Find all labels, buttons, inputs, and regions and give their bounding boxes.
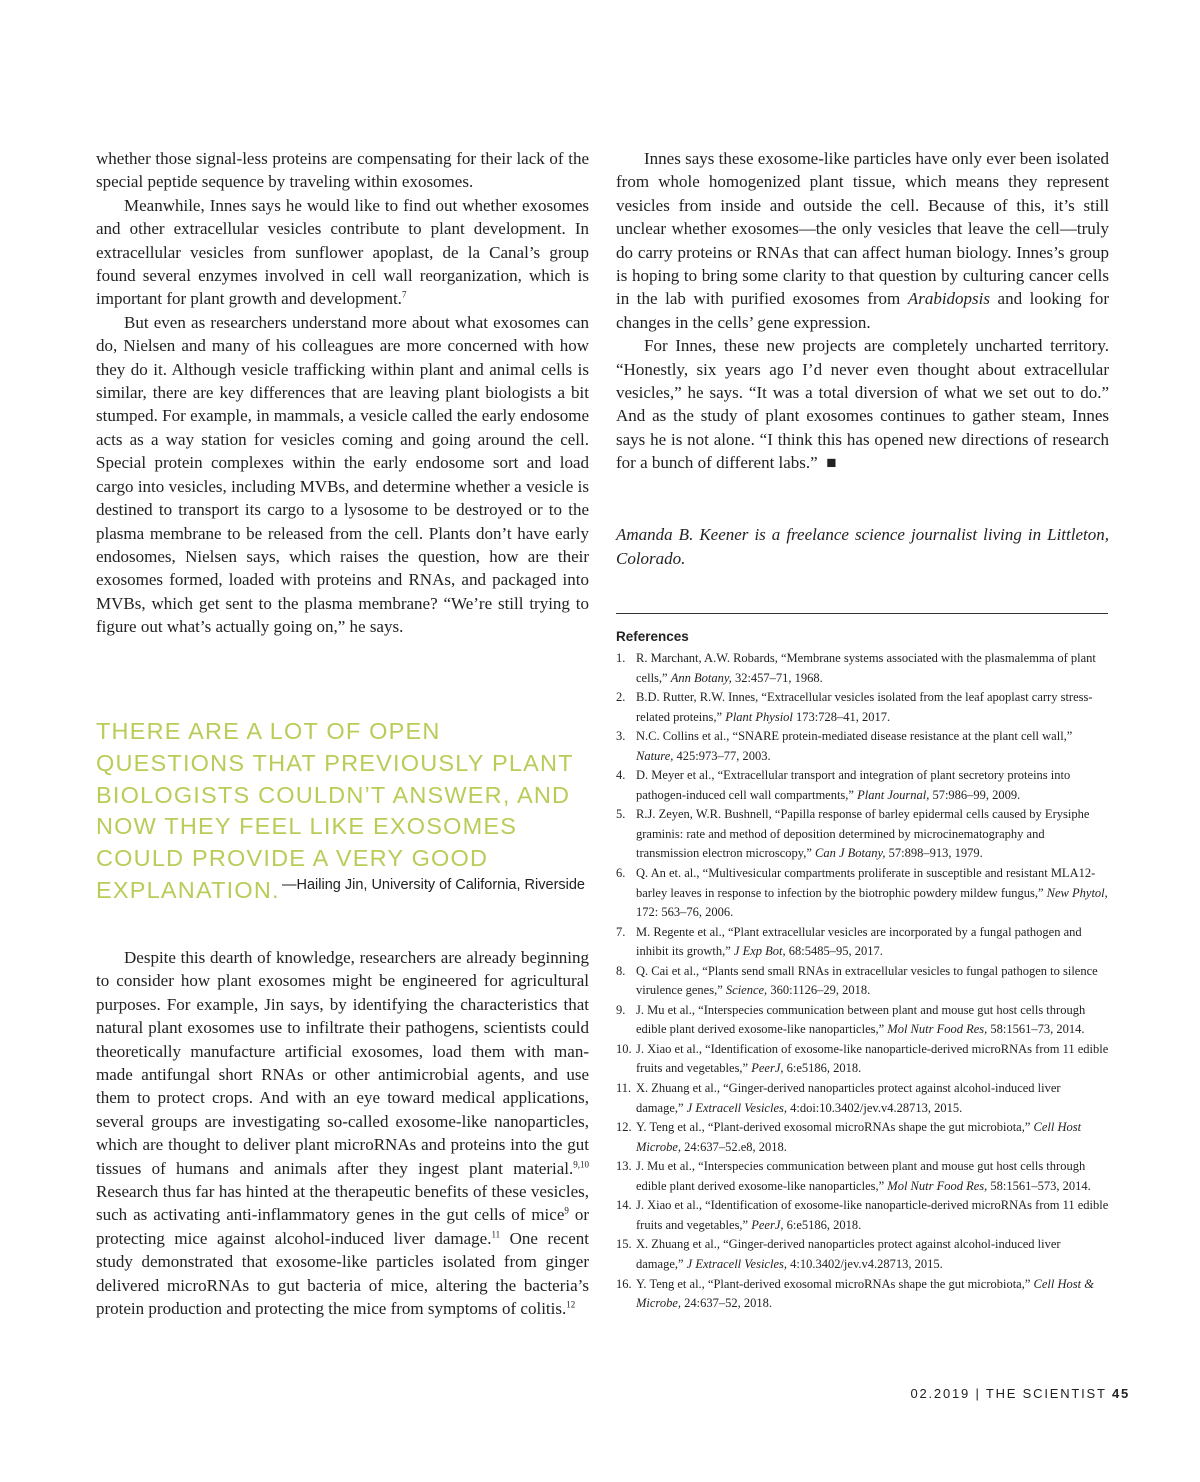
citation-superscript: 9,10	[573, 1159, 589, 1169]
paragraph-text: Innes says these exosome-like particles have only ever been isolated from whole homogenized plant tissue, which means they represent vesicles from inside and outside the cell. Because of this, it’s still unclear whether exosomes—the only vesicles that leave the cell—truly do carry proteins or RNAs that can affect human biology. Innes’s group is hoping to bring some clarity to that question by culturing cancer cells in the lab with purified exosomes from	[616, 149, 1109, 309]
page-number: 45	[1111, 1386, 1130, 1401]
reference-journal: New Phytol,	[1046, 885, 1108, 900]
reference-item	[616, 727, 1109, 766]
reference-text: Y. Teng et al., “Plant-derived exosomal microRNAs shape the gut microbiota,”	[636, 1120, 1031, 1135]
reference-item	[616, 688, 1109, 727]
reference-journal: J Extracell Vesicles,	[686, 1100, 787, 1115]
left-column-top	[96, 147, 589, 639]
reference-text: B.D. Rutter, R.W. Innes, “Extracellular vesicles isolated from the leaf apoplast carry stress-related proteins,”	[636, 690, 1093, 724]
right-column	[616, 147, 1109, 475]
reference-tail: 24:637–52.e8, 2018.	[684, 1139, 787, 1154]
paragraph	[616, 147, 1109, 334]
paragraph-text: Meanwhile, Innes says he would like to find out whether exosomes and other extracellular vesicles contribute to plant development. In extracellular vesicles from sunflower apoplast, de la Canal’s group found several enzymes involved in cell wall reorganization, which is important for plant growth and development.	[96, 195, 589, 309]
reference-text: M. Regente et al., “Plant extracellular vesicles are incorporated by a fungal pathogen and inhibit its growth,”	[636, 924, 1082, 959]
reference-item	[616, 1196, 1109, 1235]
reference-text: R. Marchant, A.W. Robards, “Membrane systems associated with the plasmalemma of plant cells,”	[636, 651, 1096, 685]
reference-text: J. Xiao et al., “Identification of exosome-like nanoparticle-derived microRNAs from 11 edible fruits and vegetables,”	[636, 1198, 1109, 1232]
reference-journal: Mol Nutr Food Res,	[887, 1178, 988, 1193]
reference-number: 8.	[616, 963, 626, 978]
reference-journal: Ann Botany,	[670, 670, 732, 685]
end-mark-icon: ■	[826, 453, 837, 473]
paragraph	[96, 194, 589, 311]
reference-journal: Nature,	[636, 748, 674, 763]
left-column-bottom	[96, 946, 589, 1321]
references-title: References	[616, 629, 689, 644]
paragraph: But even as researchers understand more about what exosomes can do, Nielsen and many of his colleagues are more concerned with how they do it. Although vesicle trafficking within plant and animal cells is similar, there are key differences that are leaving plant biologists a bit stumped. For example, in mammals, a vesicle called the early endosome acts as a way station for vesicles coming and going around the cell. Special protein complexes within the early endosome sort and load cargo into vesicles, including MVBs, and determine whether a vesicle is destined to transport its cargo to a lysosome to be destroyed or to the plasma membrane to be released from the cell. Plants don’t have early endosomes, Nielsen says, which raises the question, how are their exosomes formed, loaded with proteins and RNAs, and packaged into MVBs, which get sent to the plasma membrane? “We’re still trying to figure out what’s actually going on,” he says.	[96, 312, 589, 637]
reference-tail: 57:986–99, 2009.	[932, 787, 1021, 802]
reference-tail: 68:5485–95, 2017.	[788, 944, 883, 959]
reference-item	[616, 1275, 1109, 1314]
reference-text: Y. Teng et al., “Plant-derived exosomal microRNAs shape the gut microbiota,”	[636, 1276, 1031, 1291]
reference-journal: J Exp Bot,	[733, 944, 786, 959]
reference-text: Q. Cai et al., “Plants send small RNAs in extracellular vesicles to fungal pathogen to silence virulence genes,”	[636, 963, 1098, 998]
paragraph	[96, 946, 589, 1321]
species-name: Arabidopsis	[907, 289, 990, 309]
pull-quote-attribution: —Hailing Jin, University of California, Riverside	[282, 877, 585, 893]
reference-number: 13.	[616, 1159, 632, 1174]
reference-tail: 4:10.3402/jev.v4.28713, 2015.	[790, 1256, 943, 1271]
reference-text: X. Zhuang et al., “Ginger-derived nanoparticles protect against alcohol-induced liver damage,”	[636, 1081, 1061, 1115]
reference-tail: 425:973–77, 2003.	[676, 748, 771, 763]
reference-journal: Cell Host & Microbe,	[636, 1276, 1094, 1311]
reference-text: D. Meyer et al., “Extracellular transport and integration of plant secretory proteins into pathogen-induced cell wall compartments,”	[636, 768, 1071, 802]
footer-separator: |	[975, 1386, 981, 1401]
paragraph-text: or protecting mice against alcohol-induced liver damage.	[96, 1205, 589, 1248]
reference-text: J. Xiao et al., “Identification of exosome-like nanoparticle-derived microRNAs from 11 edible fruits and vegetables,”	[636, 1041, 1109, 1076]
reference-item	[616, 962, 1109, 1001]
page-footer	[910, 1386, 1130, 1401]
reference-tail: 6:e5186, 2018.	[786, 1061, 862, 1076]
reference-tail: 6:e5186, 2018.	[786, 1217, 862, 1232]
reference-tail: 172: 563–76, 2006.	[636, 905, 734, 920]
reference-item	[616, 1001, 1109, 1040]
reference-tail: 360:1126–29, 2018.	[770, 983, 871, 998]
reference-item	[616, 923, 1109, 962]
reference-item	[616, 1118, 1109, 1157]
reference-number: 15.	[616, 1237, 632, 1252]
reference-tail: 32:457–71, 1968.	[734, 670, 823, 685]
divider	[616, 613, 1108, 614]
reference-text: X. Zhuang et al., “Ginger-derived nanoparticles protect against alcohol-induced liver damage,”	[636, 1237, 1061, 1271]
reference-number: 3.	[616, 729, 626, 744]
reference-item	[616, 1235, 1109, 1274]
reference-number: 14.	[616, 1198, 632, 1213]
reference-journal: Mol Nutr Food Res,	[887, 1022, 988, 1037]
reference-item	[616, 864, 1109, 923]
author-byline: Amanda B. Keener is a freelance science journalist living in Littleton, Colorado.	[616, 525, 1109, 568]
citation-superscript: 12	[566, 1299, 576, 1310]
paragraph-text: and looking for changes in the cells’ gene expression.	[616, 289, 1109, 332]
reference-item	[616, 805, 1109, 864]
reference-tail: 58:1561–73, 2014.	[990, 1022, 1085, 1037]
reference-journal: Science,	[725, 983, 768, 998]
reference-journal: Can J Botany,	[815, 846, 886, 861]
reference-tail: 58:1561–573, 2014.	[990, 1178, 1091, 1193]
reference-number: 12.	[616, 1120, 632, 1135]
reference-number: 6.	[616, 866, 626, 881]
reference-tail: 173:728–41, 2017.	[796, 709, 891, 724]
reference-item	[616, 1040, 1109, 1079]
reference-number: 9.	[616, 1002, 626, 1017]
reference-item	[616, 1157, 1109, 1196]
paragraph-text: One recent study demonstrated that exosome-like particles isolated from ginger delivered microRNAs to gut bacteria of mice, altering the bacteria’s protein production and protecting the mice from symptoms of colitis.	[96, 1228, 589, 1319]
reference-text: J. Mu et al., “Interspecies communication between plant and mouse gut host cells through edible plant derived exosome-like nanoparticles,”	[636, 1159, 1086, 1193]
reference-number: 5.	[616, 807, 626, 822]
citation-superscript: 11	[491, 1229, 501, 1240]
reference-text: J. Mu et al., “Interspecies communication between plant and mouse gut host cells through edible plant derived exosome-like nanoparticles,”	[636, 1002, 1086, 1037]
reference-tail: 24:637–52, 2018.	[684, 1296, 772, 1311]
references-list	[616, 649, 1109, 1314]
citation-superscript: 7	[401, 289, 407, 300]
reference-item	[616, 766, 1109, 805]
issue-date: 02.2019	[910, 1386, 971, 1401]
reference-item	[616, 649, 1109, 688]
reference-journal: Plant Physiol	[725, 709, 793, 724]
reference-number: 7.	[616, 924, 626, 939]
paragraph	[616, 334, 1109, 474]
reference-journal: Cell Host Microbe,	[636, 1120, 1082, 1154]
reference-journal: Plant Journal,	[857, 787, 930, 802]
reference-number: 4.	[616, 768, 626, 783]
reference-text: N.C. Collins et al., “SNARE protein-mediated disease resistance at the plant cell wall,”	[636, 729, 1073, 744]
reference-tail: 4:doi:10.3402/jev.v4.28713, 2015.	[790, 1100, 963, 1115]
reference-item	[616, 1079, 1109, 1118]
reference-text: R.J. Zeyen, W.R. Bushnell, “Papilla response of barley epidermal cells caused by Erysiphe graminis: rate and method of deposition determined by microcinematography and transmission electron microscopy,”	[636, 807, 1090, 861]
reference-journal: PeerJ,	[751, 1061, 784, 1076]
reference-journal: PeerJ,	[751, 1217, 784, 1232]
reference-number: 2.	[616, 690, 626, 705]
reference-tail: 57:898–913, 1979.	[888, 846, 983, 861]
paragraph: whether those signal-less proteins are compensating for their lack of the special peptide sequence by traveling within exosomes.	[96, 149, 589, 192]
reference-number: 16.	[616, 1276, 632, 1291]
magazine-name: THE SCIENTIST	[985, 1386, 1107, 1401]
paragraph-text: Despite this dearth of knowledge, researchers are already beginning to consider how plant exosomes might be engineered for agricultural purposes. For example, Jin says, by identifying the characteristics that natural plant exosomes use to infiltrate their pathogens, scientists could theoretically manufacture artificial exosomes, load them with man-made antifungal short RNAs or other antimicrobial agents, and use them to protect crops. And with an eye toward medical applications, several groups are investigating so-called exosome-like nanoparticles, which are thought to deliver plant microRNAs and proteins into the gut tissues of humans and animals after they ingest plant material.	[96, 948, 589, 1178]
reference-number: 11.	[616, 1081, 632, 1096]
reference-number: 1.	[616, 651, 626, 665]
pull-quote: THERE ARE A LOT OF OPEN QUESTIONS THAT PREVIOUSLY PLANT BIOLOGISTS COULDN’T ANSWER, AND NOW THEY FEEL LIKE EXOSOMES COULD PROVIDE A VERY GOOD EXPLANATION.	[96, 718, 574, 903]
paragraph-text: For Innes, these new projects are completely uncharted territory. “Honestly, six years ago I’d never even thought about extracellular vesicles,” he says. “It was a total diversion of what we set out to do.” And as the study of plant exosomes continues to gather steam, Innes says he is not alone. “I think this has opened new directions of research for a bunch of different labs.”	[616, 336, 1109, 473]
reference-text: Q. An et. al., “Multivesicular compartments proliferate in susceptible and resistant MLA12-barley leaves in response to infection by the biotrophic powdery mildew fungus,”	[636, 866, 1096, 900]
paragraph-text: Research thus far has hinted at the therapeutic benefits of these vesicles, such as activating anti-inflammatory genes in the gut cells of mice	[96, 1182, 589, 1225]
reference-number: 10.	[616, 1041, 632, 1056]
citation-superscript: 9	[564, 1205, 569, 1216]
reference-journal: J Extracell Vesicles,	[686, 1256, 787, 1271]
